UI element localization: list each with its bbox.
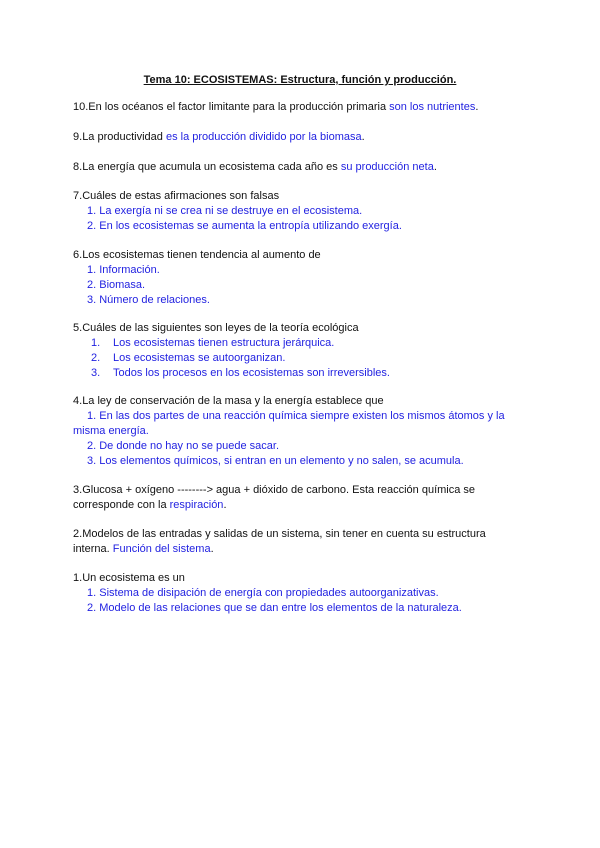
question-text: Un ecosistema es un bbox=[82, 572, 185, 584]
question-6 bbox=[73, 248, 543, 308]
list-item: 2. Modelo de las relaciones que se dan entre los elementos de la naturaleza. bbox=[87, 602, 462, 614]
question-9 bbox=[73, 130, 543, 145]
question-text: La energía que acumula un ecosistema cada año es bbox=[82, 161, 341, 173]
page-title: Tema 10: ECOSISTEMAS: Estructura, función y producción. bbox=[143, 74, 457, 86]
question-number: 7. bbox=[73, 190, 83, 202]
question-suffix: . bbox=[433, 161, 437, 173]
question-number: 4. bbox=[73, 395, 83, 407]
question-suffix: . bbox=[210, 543, 214, 555]
question-4 bbox=[73, 394, 543, 469]
question-text: Cuáles de las siguientes son leyes de la teoría ecológica bbox=[82, 322, 359, 334]
item-text: Los ecosistemas tienen estructura jerárquica. bbox=[113, 337, 335, 349]
question-3 bbox=[73, 483, 543, 513]
answer-text: son los nutrientes bbox=[389, 101, 476, 113]
item-number: 2. bbox=[91, 352, 101, 364]
list-item: 1. Sistema de disipación de energía con propiedades autoorganizativas. bbox=[87, 587, 439, 599]
question-8 bbox=[73, 160, 543, 175]
question-text: La ley de conservación de la masa y la energía establece que bbox=[82, 395, 384, 407]
list-item: 3. Número de relaciones. bbox=[87, 294, 210, 306]
item-text: Todos los procesos en los ecosistemas son irreversibles. bbox=[113, 367, 390, 379]
list-item: 1. La exergía ni se crea ni se destruye en el ecosistema. bbox=[87, 205, 363, 217]
list-item: 2. Biomasa. bbox=[87, 279, 146, 291]
question-text-line2: interna. bbox=[73, 543, 113, 555]
question-suffix: . bbox=[361, 131, 365, 143]
question-7 bbox=[73, 189, 543, 234]
question-number: 2. bbox=[73, 528, 83, 540]
list-item: 2. De donde no hay no se puede sacar. bbox=[87, 440, 280, 452]
answer-text: respiración bbox=[169, 499, 224, 511]
question-number: 1. bbox=[73, 572, 83, 584]
list-item bbox=[73, 366, 543, 381]
question-text: En los océanos el factor limitante para la producción primaria bbox=[88, 101, 390, 113]
question-number: 6. bbox=[73, 249, 83, 261]
question-10 bbox=[73, 100, 543, 115]
question-suffix: . bbox=[475, 101, 479, 113]
list-item: 3. Los elementos químicos, si entran en un elemento y no salen, se acumula. bbox=[87, 455, 464, 467]
question-text: Glucosa + oxígeno --------> agua + dióxido de carbono. Esta reacción química se bbox=[82, 484, 476, 496]
question-2 bbox=[73, 527, 543, 557]
item-text: Los ecosistemas se autoorganizan. bbox=[113, 352, 286, 364]
answer-text: Función del sistema bbox=[112, 543, 211, 555]
question-1 bbox=[73, 571, 543, 616]
list-item: 1. Información. bbox=[87, 264, 160, 276]
question-number: 9. bbox=[73, 131, 83, 143]
list-item: 2. En los ecosistemas se aumenta la entropía utilizando exergía. bbox=[87, 220, 402, 232]
question-number: 5. bbox=[73, 322, 83, 334]
question-text: La productividad bbox=[82, 131, 166, 143]
question-suffix: . bbox=[223, 499, 227, 511]
question-text: Los ecosistemas tienen tendencia al aumento de bbox=[82, 249, 321, 261]
question-5 bbox=[73, 321, 543, 381]
item-number: 1. bbox=[91, 337, 101, 349]
list-item-continuation: misma energía. bbox=[73, 425, 149, 437]
question-text: Cuáles de estas afirmaciones son falsas bbox=[82, 190, 280, 202]
answer-text: su producción neta bbox=[340, 161, 434, 173]
list-item bbox=[73, 351, 543, 366]
question-text-line2: corresponde con la bbox=[73, 499, 170, 511]
answer-text: es la producción dividido por la biomasa bbox=[165, 131, 362, 143]
item-number: 3. bbox=[91, 367, 101, 379]
list-item bbox=[73, 336, 543, 351]
list-item: 1. En las dos partes de una reacción química siempre existen los mismos átomos y la bbox=[87, 410, 505, 422]
question-number: 3. bbox=[73, 484, 83, 496]
question-number: 8. bbox=[73, 161, 83, 173]
question-number: 10. bbox=[73, 101, 89, 113]
question-text: Modelos de las entradas y salidas de un sistema, sin tener en cuenta su estructura bbox=[82, 528, 486, 540]
